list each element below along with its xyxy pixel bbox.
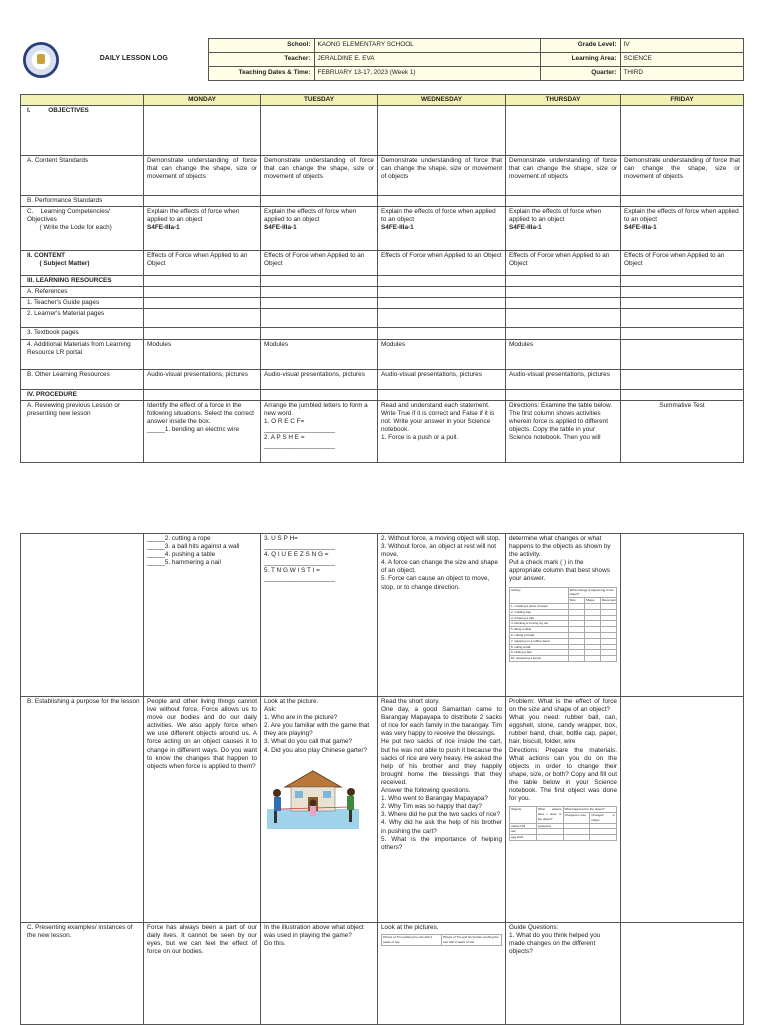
school-value: KAONG ELEMENTARY SCHOOL	[314, 39, 540, 53]
review-cont-tue: 3. U S P H= ____________________ 4. Q I U E E Z S N G = ____________________ 5. T N G W I S T I = ____________________	[261, 534, 378, 697]
competency-tue: Explain the effects of force when applied to an object S4FE-IIIa-1	[261, 207, 378, 251]
content-label: II. CONTENT ( Subject Matter)	[21, 251, 144, 276]
activity-row: 6. cutting a bread	[510, 632, 569, 638]
teacher-value: JERALDINE E. EVA	[314, 53, 540, 67]
tg-pages-label: 1. Teacher's Guide pages	[21, 298, 144, 309]
review-cont-wed: 2. Without force, a moving object will stop. 3. Without force, an object at rest will not move. 4. A force can change the size and shape of an object. 5. Force can cause an object to move, stop, or to change direction.	[378, 534, 506, 697]
lesson-log-page-2	[20, 533, 743, 1024]
activity-what-header: What change is happening to the object?	[568, 587, 616, 598]
activity-row: 1. crushing a piece of paper	[510, 603, 569, 609]
picture-box-2: Picture of Tim and his brother pushing the cart with 2 sacks of rice	[442, 935, 502, 946]
dates-label: Teaching Dates & Time:	[208, 67, 314, 81]
activity-header: Activity	[510, 587, 569, 603]
picture-boxes	[381, 934, 502, 946]
picture-box-1: Picture of Tim pushing the cart with 2 sacks of rice	[382, 935, 442, 946]
procedure-label: IV. PROCEDURE	[21, 389, 144, 400]
competency-mon: Explain the effects of force when applied to an object S4FE-IIIa-1	[144, 207, 261, 251]
content-fri: Effects of Force when Applied to an Object	[621, 251, 744, 276]
other-resources-mon: Audio-visual presentations, pictures	[144, 369, 261, 389]
content-standards-mon: Demonstrate understanding of force that can change the shape, size or movement of objects	[144, 156, 261, 196]
performance-standards-label: B. Performance Standards	[21, 196, 144, 207]
teacher-label: Teacher:	[208, 53, 314, 67]
activity-col-shape: Shape	[584, 598, 600, 604]
resources-label: III. LEARNING RESOURCES	[21, 276, 144, 287]
deped-seal-icon	[23, 42, 59, 78]
content-wed: Effects of Force when Applied to an Object	[378, 251, 506, 276]
lm-pages-label: 2. Learner's Material pages	[21, 309, 144, 328]
additional-thu: Modules	[506, 339, 621, 369]
chinese-garter-picture	[267, 759, 359, 829]
object-header: Objects	[510, 807, 537, 823]
area-label: Learning Area:	[540, 53, 620, 67]
content-standards-tue: Demonstrate understanding of force that can change the shape, size or movement of objects	[261, 156, 378, 196]
purpose-tue: Look at the picture. Ask: 1. Who are in the picture? 2. Are you familiar with the game that they are playing? 3. What do you call that game? 4. Did you also play Chinese garter?	[261, 697, 378, 923]
presenting-thu: Guide Questions: 1. What do you think helped you made changes on the different objects?	[506, 923, 621, 1025]
header-table	[20, 38, 744, 81]
object-row: can	[510, 829, 537, 835]
activity-row: 2. molding clay	[510, 609, 569, 615]
activity-row: 7. stepping on a rubber band	[510, 638, 569, 644]
competency-wed: Explain the effects of force when applied to an object S4FE-IIIa-1	[378, 207, 506, 251]
grade-value: IV	[620, 39, 743, 53]
object-row: rubber ball	[510, 823, 537, 829]
textbook-pages-label: 3. Textbook pages	[21, 328, 144, 339]
seal-cell	[20, 39, 60, 81]
content-standards-fri: Demonstrate understanding of force that can change the shape, size or movement of objects	[621, 156, 744, 196]
activity-row: 10. squeezing a lemon	[510, 656, 569, 662]
content-standards-label: A. Content Standards	[21, 156, 144, 196]
other-resources-label: B. Other Learning Resources	[21, 369, 144, 389]
result-header: What happened to the object?	[563, 807, 617, 813]
changed-shape-header: Changed in shape	[591, 813, 615, 822]
lesson-table	[20, 94, 744, 463]
review-cont-thu: determine what changes or what happens to the objects as shown by the activity. Put a check mark ( ) in the appropriate column that best shows your answer. Activity What change is happening to the object? Size Shape Movement 1. crushing a piece of paper 2. molding clay 3. throwing a ball 4. blocking a moving toy car 5. lifting a table 6. cutting a bread 7. stepping on a rubber band 8. rolling a ball 9. kicking a ball 10. squeezing a lemon	[506, 534, 621, 697]
competency-fri: Explain the effects of force when applied to an object S4FE-IIIa-1	[621, 207, 744, 251]
content-tue: Effects of Force when Applied to an Object	[261, 251, 378, 276]
activity-row: 5. lifting a table	[510, 627, 569, 633]
presenting-tue: In the illustration above what object was used in playing the game? Do this.	[261, 923, 378, 1025]
references-label: A. References	[21, 287, 144, 298]
object-table	[509, 806, 617, 841]
activity-row: 4. blocking a moving toy car	[510, 621, 569, 627]
school-label: School:	[208, 39, 314, 53]
content-standards-wed: Demonstrate understanding of force that can change the shape, size or movement of objects	[378, 156, 506, 196]
presenting-mon: Force has always been a part of our daily lives. It cannot be seen by our eyes, but we can feel the effect of force on our bodies.	[144, 923, 261, 1025]
page-title: DAILY LESSON LOG	[99, 55, 168, 63]
day-wednesday: WEDNESDAY	[378, 95, 506, 106]
day-thursday: THURSDAY	[506, 95, 621, 106]
activity-row: 8. rolling a ball	[510, 644, 569, 650]
quarter-label: Quarter:	[540, 67, 620, 81]
presenting-wed-text: Look at the pictures.	[381, 924, 439, 931]
competencies-label: C. Learning Competencies/ Objectives ( Write the Lode for each)	[21, 207, 144, 251]
activity-row: 9. kicking a ball	[510, 650, 569, 656]
day-monday: MONDAY	[144, 95, 261, 106]
day-friday: FRIDAY	[621, 95, 744, 106]
content-standards-thu: Demonstrate understanding of force that can change the shape, size or movement of objects	[506, 156, 621, 196]
quarter-value: THIRD	[620, 67, 743, 81]
review-thu: Directions: Examine the table below. The first column shows activities wherein force is applied to different objects. Copy the table in your Science notebook. Then you will	[506, 400, 621, 462]
object-row: egg shell	[510, 835, 537, 841]
objectives-label: I. OBJECTIVES	[21, 106, 144, 156]
review-cont-mon: _____2. cutting a rope _____3. a ball hits against a wall _____4. pushing a table _____5. hammering a nail	[144, 534, 261, 697]
corner-cell	[21, 95, 144, 106]
purpose-mon: People and other living things cannot live without force. Force allows us to move our bodies and do our daily activities. We also apply force when we use different objects around us. A force acting on an object causes it to change in different ways. Do you want to know the changes that happen to objects when force is applied to them?	[144, 697, 261, 923]
area-value: SCIENCE	[620, 53, 743, 67]
content-mon: Effects of Force when Applied to an Object	[144, 251, 261, 276]
content-thu: Effects of Force when Applied to an Object	[506, 251, 621, 276]
lesson-log-page-1	[20, 38, 743, 478]
reviewing-label: A. Reviewing previous Lesson or presenting new lesson	[21, 400, 144, 462]
lesson-table-continued	[20, 533, 744, 1025]
activity-col-size: Size	[568, 598, 584, 604]
presenting-wed	[378, 923, 506, 1025]
changed-size-header: Changed in size	[563, 813, 590, 824]
other-resources-tue: Audio-visual presentations, pictures	[261, 369, 378, 389]
additional-wed: Modules	[378, 339, 506, 369]
additional-tue: Modules	[261, 339, 378, 369]
competency-thu: Explain the effects of force when applied to an object S4FE-IIIa-1	[506, 207, 621, 251]
purpose-wed: Read the short story. One day, a good Samaritan came to Barangay Mapayapa to distribute 2 sacks of rice for each family in the barangay. Tim was very happy to receive the blessings. He put two sacks of rice inside the cart, but he was not able to push it because the sacks of rice are very heavy. He asked the help of his brother and they happily brought home the blessings that they received. Answer the following questions. 1. Who went to Barangay Mapayapa? 2. Why Tim was so happy that day? 3. Where did he put the two sacks of rice? 4. Why did he ask the help of his brother in pushing the cart? 5. What is the importance of helping others?	[378, 697, 506, 923]
presenting-label: C. Presenting examples/ instances of the new lesson.	[21, 923, 144, 1025]
establishing-label: B. Establishing a purpose for the lesson	[21, 697, 144, 923]
activity-col-movement: Movement	[601, 598, 616, 603]
object-action: squeezed	[536, 823, 563, 829]
additional-materials-label: 4. Additional Materials from Learning Resource LR portal	[21, 339, 144, 369]
dates-value: FEBRUARY 13-17, 2023 (Week 1)	[314, 67, 540, 81]
additional-mon: Modules	[144, 339, 261, 369]
action-header: What actions have I done to the object?	[536, 807, 563, 823]
activity-table	[509, 587, 617, 662]
review-fri: Summative Test	[621, 400, 744, 462]
activity-row: 3. throwing a ball	[510, 615, 569, 621]
purpose-thu: Problem: What is the effect of force on the size and shape of an object? What you need: rubber ball, can, eggshell, stone, candy wrapper, box, rubber band, chair, bottle cap, paper, hair, biscuit, folder, wire Directions: Prepare the materials. What actions can you do on the objects in order to change their shape, size, or both? Copy and fill out the table below in your Science notebook. The first object was done for you. Objects What actions have I done to the object? What happened to the object? Changed in size Changed in shape rubber ball squeezed can egg shell	[506, 697, 621, 923]
review-wed: Read and understand each statement. Write True if it is correct and False if it is not. Write your answer in your Science notebook. 1. Force is a push or a pull.	[378, 400, 506, 462]
review-mon: Identify the effect of a force in the following situations. Select the correct answer inside the box. _____1. bending an electric wire	[144, 400, 261, 462]
review-tue: Arrange the jumbled letters to form a new word. 1. O R E C F= ____________________ 2. A P S H E = ____________________	[261, 400, 378, 462]
other-resources-wed: Audio-visual presentations, pictures	[378, 369, 506, 389]
grade-label: Grade Level:	[540, 39, 620, 53]
day-tuesday: TUESDAY	[261, 95, 378, 106]
other-resources-thu: Audio-visual presentations, pictures	[506, 369, 621, 389]
